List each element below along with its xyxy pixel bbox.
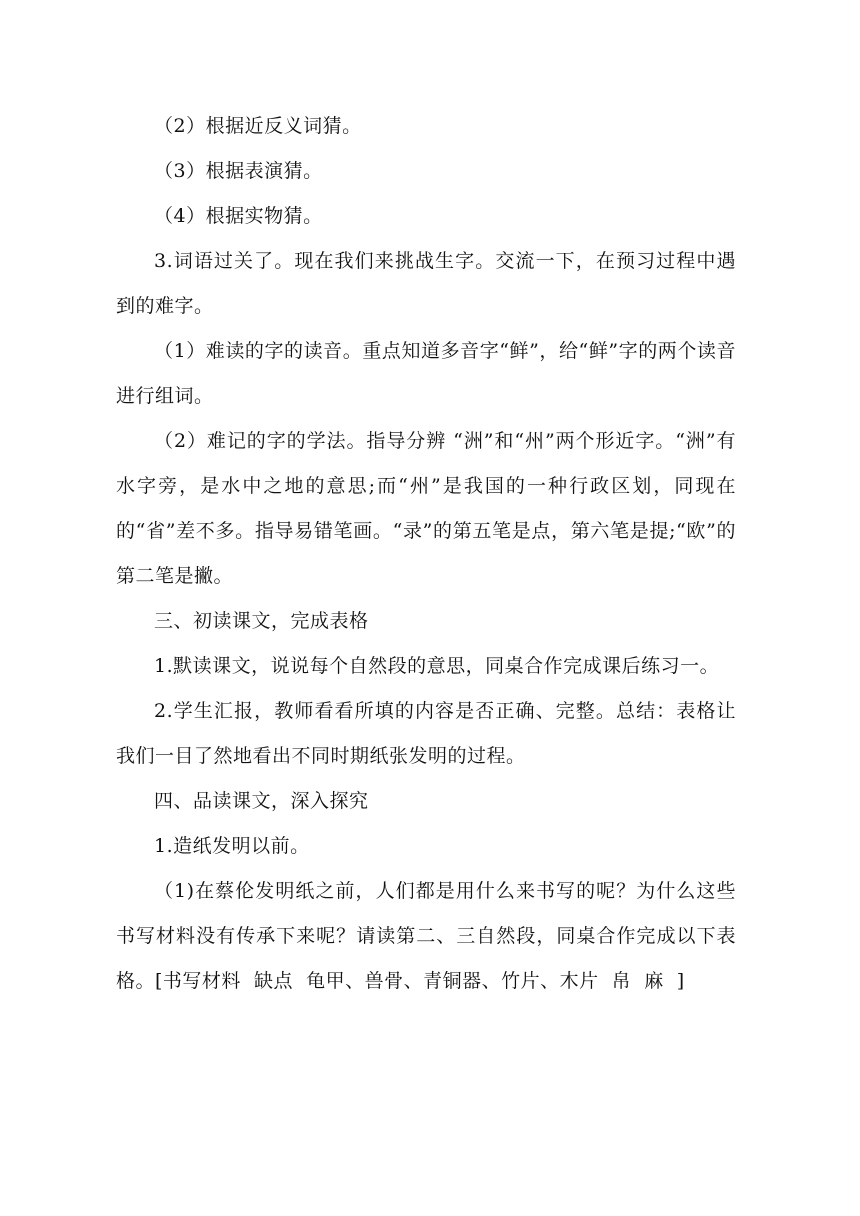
section-heading-deep-reading: 四、品读课文，深入探究 (154, 790, 369, 812)
paragraph-guess-by-synonyms: （2）根据近反义词猜。 (154, 115, 362, 137)
section-heading-first-reading: 三、初读课文，完成表格 (154, 610, 369, 632)
document-body (116, 104, 736, 1004)
paragraph-guess-by-objects: （4）根据实物猜。 (154, 205, 323, 227)
paragraph-new-characters-intro: 3.词语过关了。现在我们来挑战生字。交流一下，在预习过程中遇到的难字。 (116, 250, 736, 317)
paragraph-before-paper: 1.造纸发明以前。 (154, 835, 310, 857)
paragraph-silent-reading: 1.默读课文，说说每个自然段的意思，同桌合作完成课后练习一。 (154, 655, 720, 677)
paragraph-student-report: 2.学生汇报，教师看看所填的内容是否正确、完整。总结：表格让我们一目了然地看出不同时期纸张发明的过程。 (116, 700, 736, 767)
paragraph-guess-by-acting: （3）根据表演猜。 (154, 160, 323, 182)
paragraph-hard-to-read: （1）难读的字的读音。重点知道多音字“鲜”，给“鲜”字的两个读音进行组词。 (116, 340, 736, 407)
paragraph-hard-to-remember: （2）难记的字的学法。指导分辨 “洲”和“州”两个形近字。“洲”有水字旁，是水中之地的意思;而“州”是我国的一种行政区划，同现在的“省”差不多。指导易错笔画。“录”的第五笔是点，第六笔是提;“欧”的第二笔是撇。 (116, 430, 736, 587)
paragraph-writing-materials: （1)在蔡伦发明纸之前，人们都是用什么来书写的呢？为什么这些书写材料没有传承下来呢？请读第二、三自然段，同桌合作完成以下表格。[书写材料 缺点 龟甲、兽骨、青铜器、竹片、木片 帛 麻 ] (116, 880, 736, 992)
